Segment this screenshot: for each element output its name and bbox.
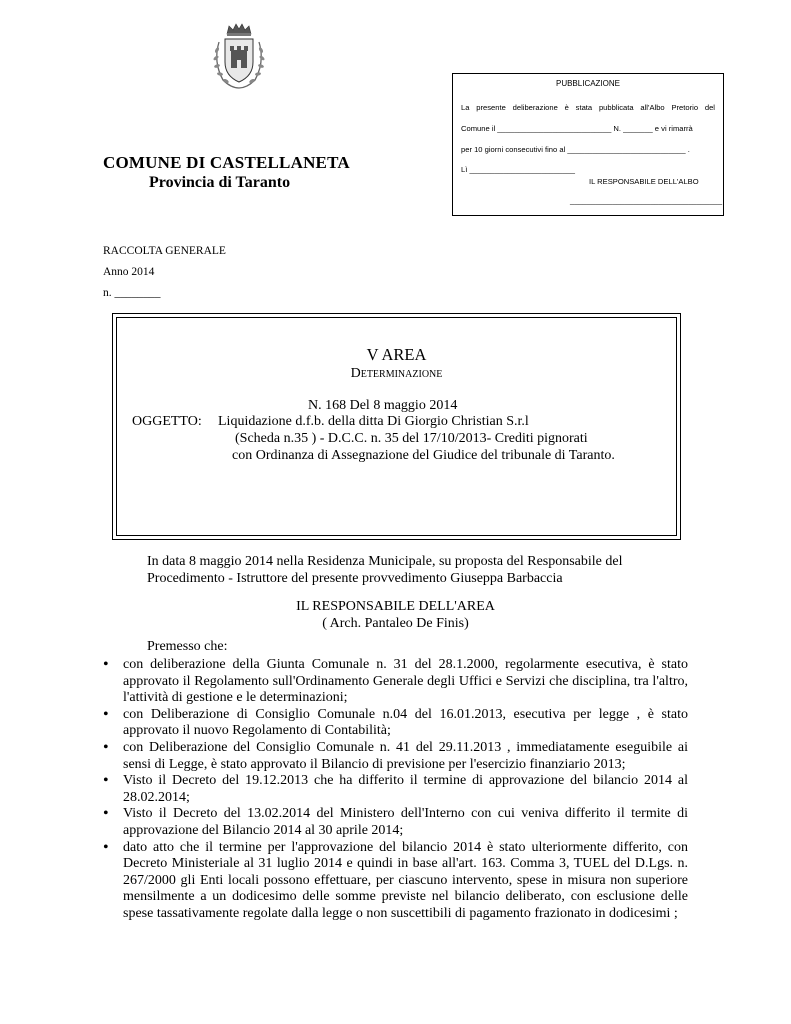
raccolta-label: RACCOLTA GENERALE (103, 245, 226, 257)
list-item: • Visto il Decreto del 13.02.2014 del Ministero dell'Interno con cui veniva differito il termite di approvazione del Bilancio 2014 al 30 aprile 2014; (103, 806, 688, 839)
publication-line-2: Comune il ___________________________ N. _______ e vi rimarrà (461, 124, 693, 133)
oggetto-line-3: con Ordinanza di Assegnazione del Giudice del tribunale di Taranto. (232, 448, 615, 463)
oggetto-label: OGGETTO: (132, 414, 202, 429)
list-item: • con Deliberazione del Consiglio Comunale n. 41 del 29.11.2013 , immediatamente eseguibile ai sensi di Legge, è stato approvato il Bilancio di previsione per l'esercizio finanziario 2013; (103, 740, 688, 773)
publication-line-4: Lì _________________________ (461, 165, 576, 174)
oggetto-line-2: (Scheda n.35 ) - D.C.C. n. 35 del 17/10/2013- Crediti pignorati (235, 431, 588, 446)
premesso-heading: Premesso che: (147, 639, 228, 654)
raccolta-numero: n. ________ (103, 287, 161, 299)
intro-line-2: Procedimento - Istruttore del presente provvedimento Giuseppa Barbaccia (147, 571, 563, 586)
municipal-coat-of-arms (209, 22, 269, 94)
raccolta-anno: Anno 2014 (103, 266, 155, 278)
determinazione-heading: Determinazione (350, 366, 443, 381)
oggetto-line-1: Liquidazione d.f.b. della ditta Di Giorgio Christian S.r.l (218, 414, 529, 429)
list-item: • con deliberazione della Giunta Comunale n. 31 del 28.1.2000, regolarmente esecutiva, è stato approvato il Regolamento sull'Ordinamento Generale degli Uffici e Servizi che disciplina, tra l'altro, l'attività di gestione e le determinazioni; (103, 657, 688, 707)
list-item: • dato atto che il termine per l'approvazione del bilancio 2014 è stato ulteriormente differito, con Decreto Ministeriale al 31 luglio 2014 e quindi in base all'art. 163. Comma 3, TUEL del D.Lgs. n. 267/2000 gli Enti locali possono effettuare, per ciascuno intervento, spese in misura non superiore mensilmente a un dodicesimo delle somme previste nel bilancio deliberato, con esclusione delle spese tassativamente regolate dalla legge o non suscettibili di pagamento frazionato in dodicesimi ; (103, 840, 688, 923)
publication-line-3: per 10 giorni consecutivi fino al ____________________________ . (461, 145, 690, 154)
oggetto-block (132, 413, 615, 464)
premesso-list (103, 657, 688, 923)
publication-title: PUBBLICAZIONE (555, 79, 620, 88)
publication-line-1: La presente deliberazione è stata pubblicata all'Albo Pretorio del (461, 103, 715, 112)
list-item: • con Deliberazione di Consiglio Comunale n.04 del 16.01.2013, esecutiva per legge , è stato approvato il nuovo Regolamento di Contabilità; (103, 707, 688, 740)
publication-box (452, 73, 724, 216)
determinazione-number: N. 168 Del 8 maggio 2014 (308, 398, 458, 413)
determinazione-box (112, 313, 681, 540)
responsabile-block (0, 598, 791, 632)
responsabile-name: ( Arch. Pantaleo De Finis) (322, 616, 469, 631)
intro-paragraph (147, 553, 677, 587)
publication-signature-label: IL RESPONSABILE DELL'ALBO (589, 177, 699, 186)
intro-line-1: In data 8 maggio 2014 nella Residenza Municipale, su proposta del Responsabile del (147, 554, 623, 569)
publication-signature-line: ____________________________________ (570, 196, 723, 205)
comune-title: COMUNE DI CASTELLANETA (103, 153, 350, 172)
list-item: • Visto il Decreto del 19.12.2013 che ha differito il termine di approvazione del bilancio 2014 al 28.02.2014; (103, 773, 688, 806)
responsabile-title: IL RESPONSABILE DELL'AREA (296, 599, 495, 614)
area-title: V AREA (366, 345, 427, 364)
provincia-subtitle: Provincia di Taranto (149, 174, 291, 191)
